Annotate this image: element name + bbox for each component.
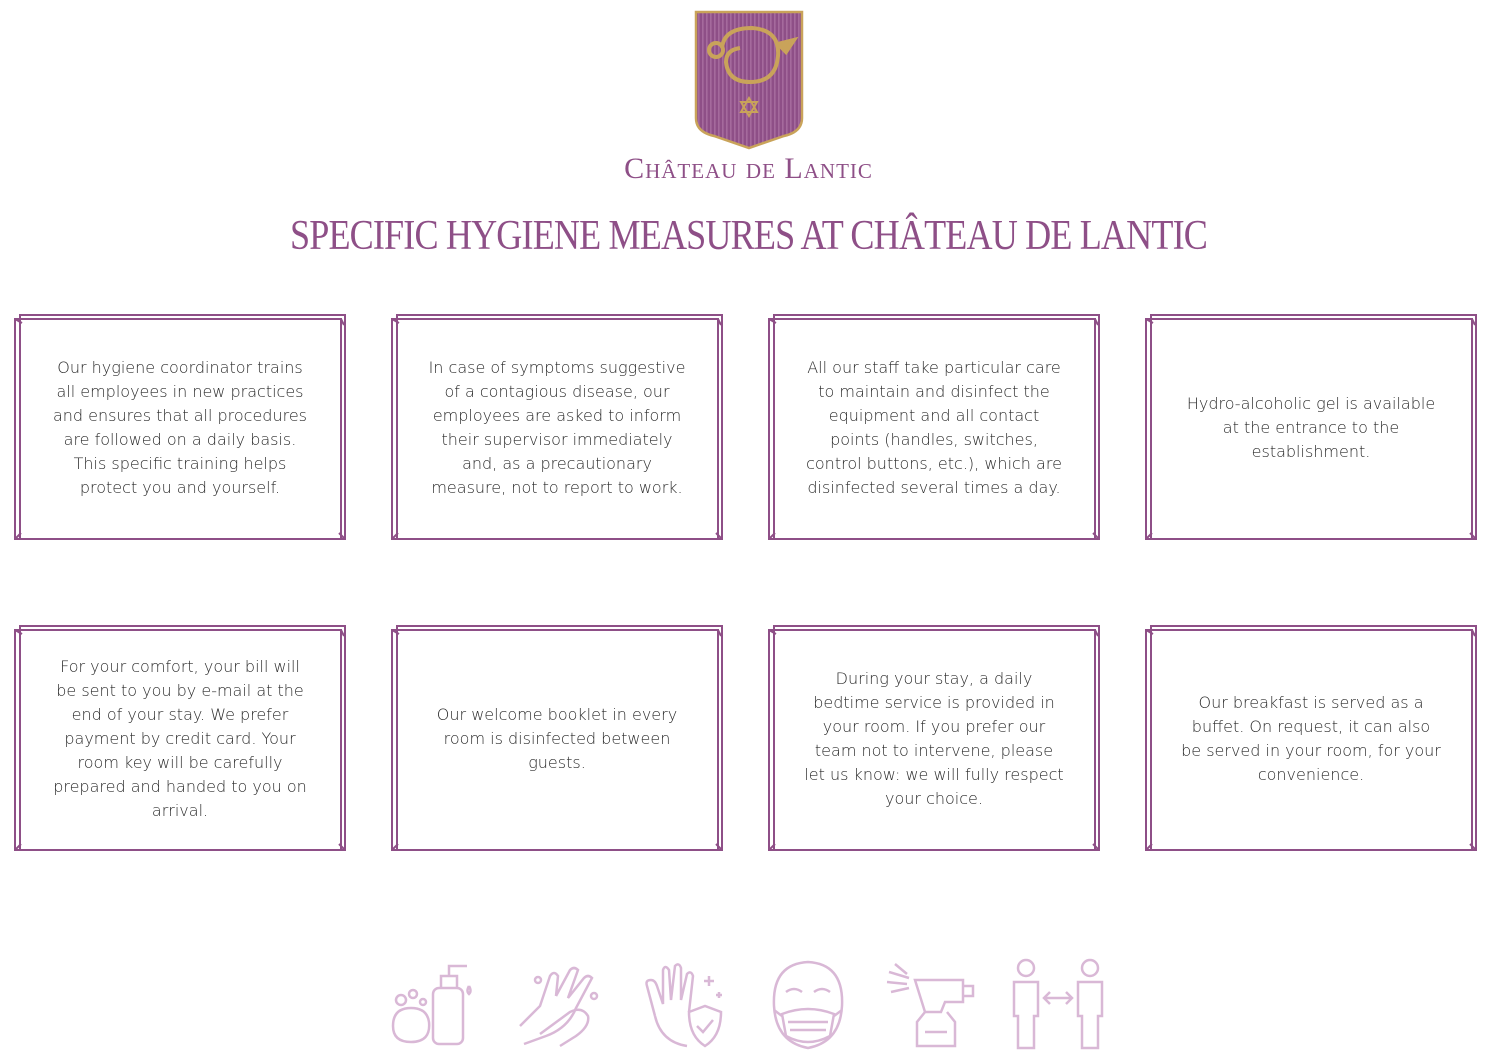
- chateau-crest-logo: [694, 10, 804, 150]
- measure-text: During your stay, a daily bedtime service is provided in your room. If you prefer our team not to intervene, please let us know: we will fully respect your choice.: [804, 669, 1064, 808]
- measure-card-2: [390, 313, 724, 543]
- disinfectant-spray-icon: [885, 956, 980, 1051]
- social-distance-icon: [1010, 956, 1105, 1051]
- hand-shield-icon: [635, 956, 730, 1051]
- measure-text: Our breakfast is served as a buffet. On request, it can also be served in your room, for your convenience.: [1181, 693, 1441, 784]
- measure-text: In case of symptoms suggestive of a contagious disease, our employees are asked to inform their supervisor immediately and, as a precautionary measure, not to report to work.: [428, 358, 686, 497]
- soap-dispenser-icon: [385, 956, 480, 1051]
- measure-text: Hydro-alcoholic gel is available at the entrance to the establishment.: [1186, 394, 1436, 461]
- measure-card-4: [1144, 313, 1478, 543]
- measure-card-1: [13, 313, 347, 543]
- measure-text: For your comfort, your bill will be sent to you by e-mail at the end of your stay. We prefer payment by credit card. Your room key will be carefully prepared and handed to you on arrival.: [53, 657, 307, 820]
- page-title: SPECIFIC HYGIENE MEASURES AT CHÂTEAU DE LANTIC: [289, 213, 1207, 259]
- hygiene-icons-row: [385, 956, 1115, 1051]
- face-mask-icon: [760, 956, 855, 1051]
- hand-washing-icon: [510, 956, 605, 1051]
- brand-name: Château de Lantic: [624, 152, 873, 185]
- measure-card-8: [1144, 624, 1478, 854]
- measure-text: Our welcome booklet in every room is disinfected between guests.: [436, 705, 678, 772]
- measure-card-3: [767, 313, 1101, 543]
- measure-text: All our staff take particular care to maintain and disinfect the equipment and all contact points (handles, switches, control buttons, etc.), which are disinfected several times a day.: [806, 358, 1062, 497]
- measure-card-5: [13, 624, 347, 854]
- measure-text: Our hygiene coordinator trains all employees in new practices and ensures that all procedures are followed on a daily basis. This specific training helps protect you and yourself.: [52, 358, 307, 497]
- measure-card-6: [390, 624, 724, 854]
- measure-card-7: [767, 624, 1101, 854]
